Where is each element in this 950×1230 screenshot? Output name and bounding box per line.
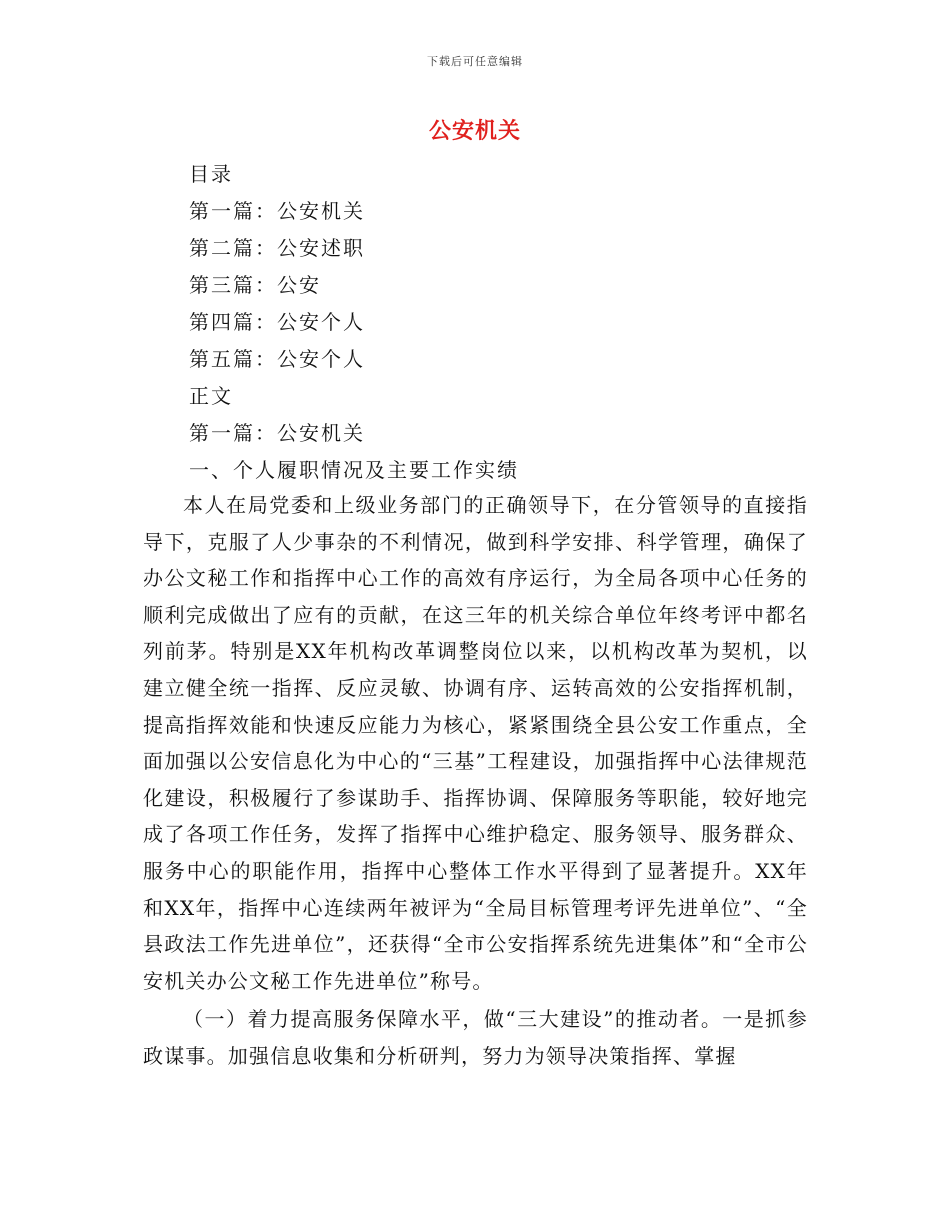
body-heading: 正文 (189, 384, 233, 408)
toc-item: 第一篇：公安机关 (189, 199, 365, 223)
document-title: 公安机关 (428, 119, 521, 144)
toc-item: 第三篇：公安 (189, 273, 321, 297)
chapter-heading: 第一篇：公安机关 (189, 421, 365, 445)
toc-item: 第二篇：公安述职 (189, 236, 365, 260)
toc-item: 第五篇：公安个人 (189, 347, 365, 371)
toc-heading: 目录 (189, 162, 233, 186)
toc-item: 第四篇：公安个人 (189, 310, 365, 334)
body-text (143, 487, 808, 1075)
body-paragraph: 本人在局党委和上级业务部门的正确领导下，在分管领导的直接指导下，克服了人少事杂的不利情况，做到科学安排、科学管理，确保了办公文秘工作和指挥中心工作的高效有序运行，为全局各项中心任务的顺利完成做出了应有的贡献，在这三年的机关综合单位年终考评中都名列前茅。特别是XX年机构改革调整岗位以来，以机构改革为契机，以建立健全统一指挥、反应灵敏、协调有序、运转高效的公安指挥机制，提高指挥效能和快速反应能力为核心，紧紧围绕全县公安工作重点，全面加强以公安信息化为中心的“三基”工程建设，加强指挥中心法律规范化建设，积极履行了参谋助手、指挥协调、保障服务等职能，较好地完成了各项工作任务，发挥了指挥中心维护稳定、服务领导、服务群众、服务中心的职能作用，指挥中心整体工作水平得到了显著提升。XX年和XX年，指挥中心连续两年被评为“全局目标管理考评先进单位”、“全县政法工作先进单位”，还获得“全市公安指挥系统先进集体”和“全市公安机关办公文秘工作先进单位”称号。 (143, 493, 808, 993)
section-heading: 一、个人履职情况及主要工作实绩 (189, 458, 519, 482)
header-note: 下载后可任意编辑 (427, 55, 523, 68)
table-of-contents (189, 156, 829, 489)
body-paragraph: （一）着力提高服务保障水平，做“三大建设”的推动者。一是抓参政谋事。加强信息收集和分析研判，努力为领导决策指挥、掌握 (143, 1007, 808, 1068)
